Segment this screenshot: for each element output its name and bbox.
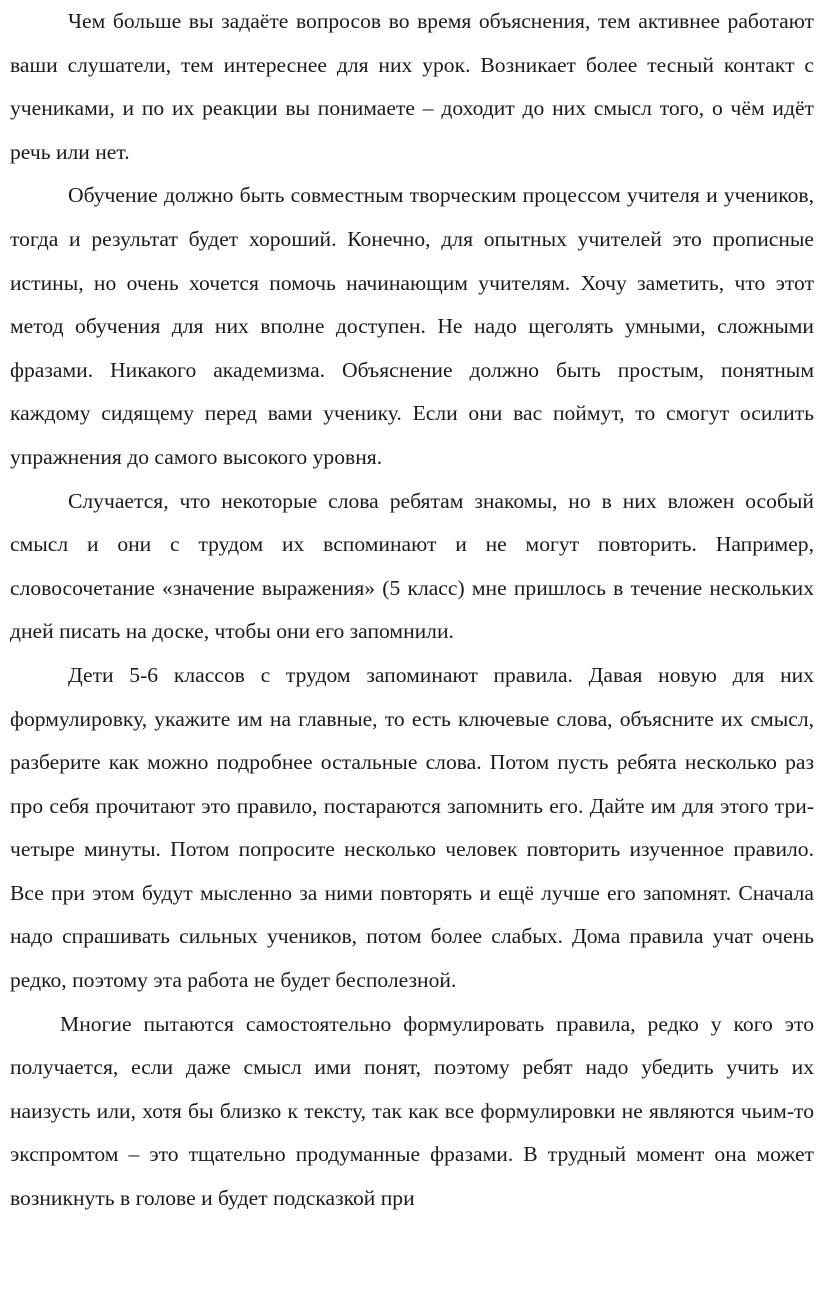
paragraph-1: Чем больше вы задаёте вопросов во время объяснения, тем активнее работают ваши слушатели, тем интереснее для них урок. Возникает более тесный контакт с учениками, и по их реакции вы понимаете – доходит до них смысл того, о чём идёт речь или нет. [10,9,814,164]
document-page [10,0,814,1221]
paragraph-4: Дети 5-6 классов с трудом запоминают правила. Давая новую для них формулировку, укажите им на главные, то есть ключевые слова, объясните их смысл, разберите как можно подробнее остальные слова. Потом пусть ребята несколько раз про себя прочитают это правило, постараются запомнить его. Дайте им для этого три-четыре минуты. Потом попросите несколько человек повторить изученное правило. Все при этом будут мысленно за ними повторять и ещё лучше его запомнят. Сначала надо спрашивать сильных учеников, потом более слабых. Дома правила учат очень редко, поэтому эта работа не будет бесполезной. [10,662,814,993]
paragraph-2: Обучение должно быть совместным творческим процессом учителя и учеников, тогда и результат будет хороший. Конечно, для опытных учителей это прописные истины, но очень хочется помочь начинающим учителям. Хочу заметить, что этот метод обучения для них вполне доступен. Не надо щеголять умными, сложными фразами. Никакого академизма. Объяснение должно быть простым, понятным каждому сидящему перед вами ученику. Если они вас поймут, то смогут осилить упражнения до самого высокого уровня. [10,183,814,469]
paragraph-5: Многие пытаются самостоятельно формулировать правила, редко у кого это получается, если даже смысл ими понят, поэтому ребят надо убедить учить их наизусть или, хотя бы близко к тексту, так как все формулировки не являются чьим-то экспромтом – это тщательно продуманные фразами. В трудный момент она может возникнуть в голове и будет подсказкой при [10,1011,814,1211]
paragraph-3: Случается, что некоторые слова ребятам знакомы, но в них вложен особый смысл и они с трудом их вспоминают и не могут повторить. Например, словосочетание «значение выражения» (5 класс) мне пришлось в течение нескольких дней писать на доске, чтобы они его запомнили. [10,488,814,644]
